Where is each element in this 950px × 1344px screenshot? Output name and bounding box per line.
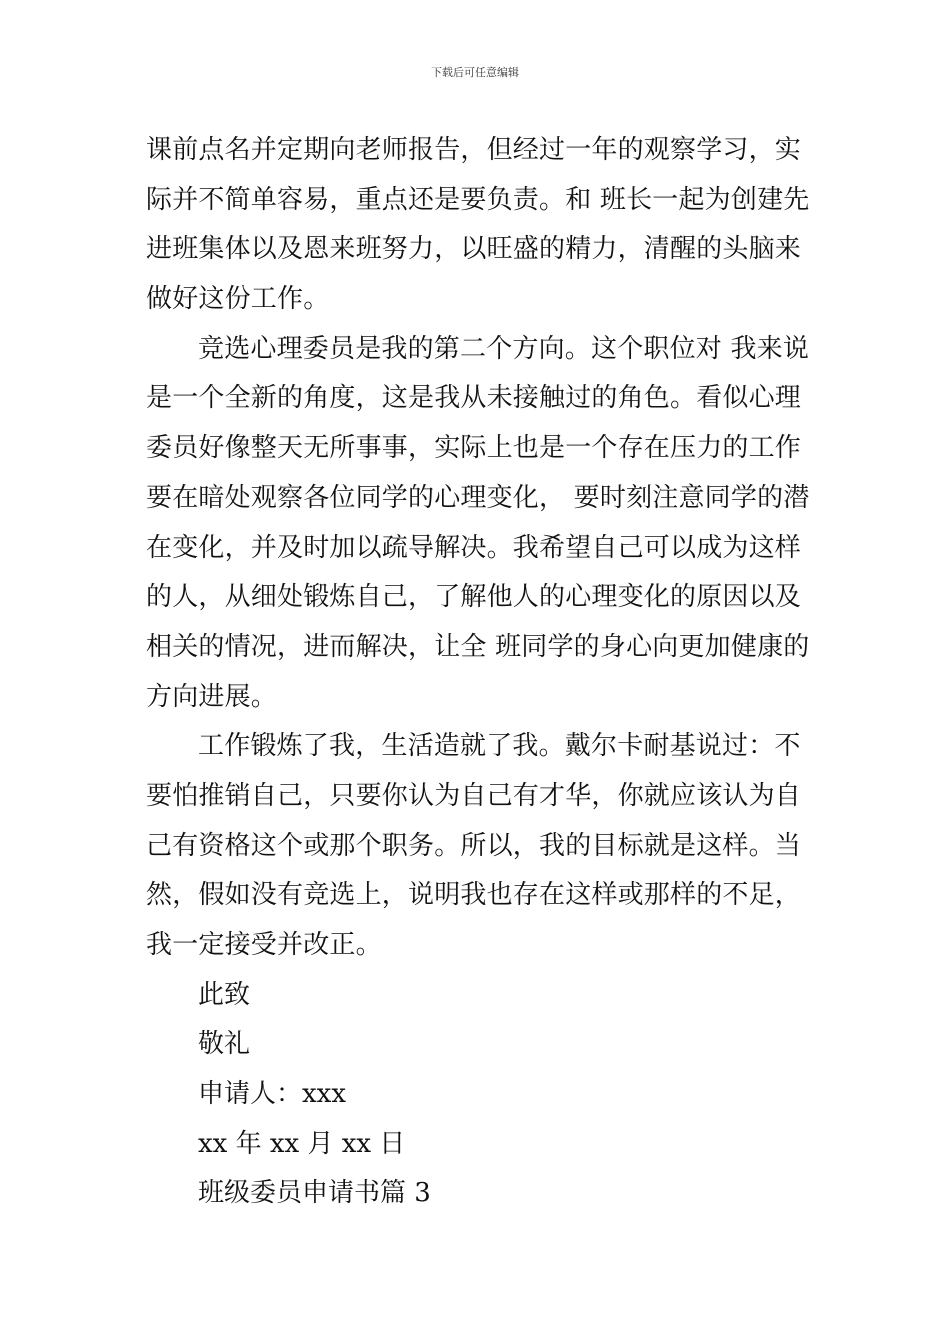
body-line: 方向进展。 [146, 681, 278, 712]
body-line: 己有资格这个或那个职务。所以，我的目标就是这样。当 [146, 830, 802, 861]
body-line: 要在暗处观察各位同学的心理变化， 要时刻注意同学的潜 [146, 482, 810, 513]
section-title: 班级委员申请书篇 3 [198, 1178, 431, 1209]
body-line: 相关的情况，进而解决，让全 班同学的身心向更加健康的 [146, 631, 810, 662]
regards-line: 敬礼 [198, 1029, 251, 1060]
body-line: 进班集体以及恩来班努力，以旺盛的精力，清醒的头脑来 [146, 234, 802, 265]
body-line: 委员好像整天无所事事，实际上也是一个存在压力的工作 [146, 433, 802, 464]
document-body [146, 126, 810, 1219]
body-line: 是一个全新的角度，这是我从未接触过的角色。看似心理 [146, 383, 802, 414]
body-line: 的人，从细处锻炼自己，了解他人的心理变化的原因以及 [146, 582, 802, 613]
date-line: xx 年 xx 月 xx 日 [198, 1128, 406, 1159]
body-line: 然，假如没有竞选上，说明我也存在这样或那样的不足， [146, 880, 802, 911]
body-line: 做好这份工作。 [146, 284, 330, 315]
body-line: 课前点名并定期向老师报告，但经过一年的观察学习，实 [146, 135, 802, 165]
body-line: 在变化，并及时加以疏导解决。我希望自己可以成为这样 [146, 532, 802, 563]
body-line: 我一定接受并改正。 [146, 930, 382, 960]
body-line: 际并不简单容易，重点还是要负责。和 班长一起为创建先 [146, 184, 810, 215]
applicant-line: 申请人：xxx [198, 1079, 346, 1110]
salutation-line: 此致 [198, 979, 251, 1010]
body-line: 要怕推销自己，只要你认为自己有才华，你就应该认为自 [146, 780, 802, 811]
page-header: 下载后可任意编辑 [431, 66, 519, 79]
paragraph-start-line: 工作锻炼了我，生活造就了我。戴尔卡耐基说过：不 [198, 731, 801, 762]
paragraph-start-line: 竞选心理委员是我的第二个方向。这个职位对 我来说 [198, 333, 810, 364]
